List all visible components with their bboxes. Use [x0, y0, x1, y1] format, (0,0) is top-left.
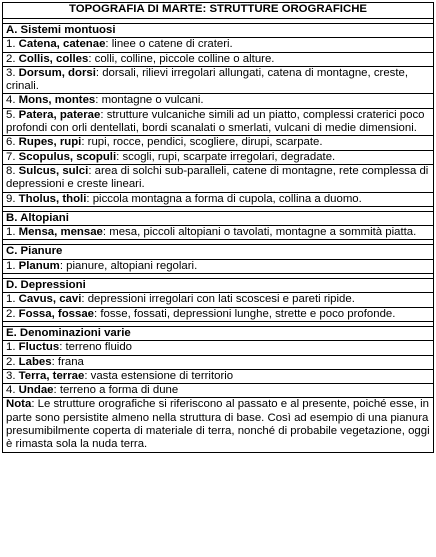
item-term: Sulcus, sulci — [18, 164, 89, 177]
list-item — [3, 52, 434, 66]
list-item-cell — [3, 307, 434, 321]
list-item-cell — [3, 38, 434, 52]
item-number: 6. — [6, 136, 16, 149]
list-item-cell — [3, 369, 434, 383]
list-item — [3, 307, 434, 321]
item-number: 3. — [6, 369, 16, 382]
item-term: Collis, colles — [18, 52, 89, 65]
item-term: Scopulus, scopuli — [18, 150, 117, 163]
item-description: : frana — [51, 355, 84, 368]
title-row — [3, 3, 434, 19]
item-number: 9. — [6, 192, 16, 205]
item-number: 4. — [6, 94, 16, 107]
item-number: 2. — [6, 355, 16, 368]
list-item — [3, 164, 434, 192]
orographic-structures-table — [2, 2, 434, 453]
list-item — [3, 384, 434, 398]
item-number: 1. — [6, 38, 16, 51]
item-term: Fluctus — [18, 341, 60, 354]
list-item — [3, 108, 434, 136]
item-number: 1. — [6, 341, 16, 354]
nota-cell — [3, 398, 434, 452]
item-number: 2. — [6, 307, 16, 320]
list-item-cell — [3, 94, 434, 108]
item-description: : colli, colline, piccole colline o alture. — [88, 52, 275, 65]
list-item — [3, 66, 434, 94]
list-item-cell — [3, 192, 434, 206]
item-number: 7. — [6, 150, 16, 163]
list-item-cell — [3, 52, 434, 66]
nota-row — [3, 398, 434, 452]
item-description: : terreno a forma di dune — [53, 384, 179, 397]
list-item-cell — [3, 150, 434, 164]
item-description: : montagne o vulcani. — [95, 94, 204, 107]
item-description: : piccola montagna a forma di cupola, collina a duomo. — [86, 192, 362, 205]
item-term: Patera, paterae — [18, 108, 101, 121]
nota-text: : Le strutture orografiche si riferiscono al passato e al presente, poiché esse, in parte sono persistite almeno nella struttura di base. Così ad esempio di una pianura presumibilmente coperta di materiale di terra, nonché di probabile vegetazione, oggi è rimasta sola la nuda terra. — [6, 398, 430, 451]
item-number: 1. — [6, 259, 16, 272]
item-term: Terra, terrae — [18, 369, 85, 382]
item-number: 8. — [6, 164, 16, 177]
item-term: Labes — [18, 355, 52, 368]
item-description: : vasta estensione di territorio — [84, 369, 234, 382]
item-term: Dorsum, dorsi — [18, 66, 96, 79]
item-term: Undae — [18, 384, 54, 397]
table-body — [3, 3, 434, 453]
item-number: 4. — [6, 384, 16, 397]
item-term: Tholus, tholi — [18, 192, 87, 205]
section-heading: D. Depressioni — [3, 279, 434, 293]
item-description: : rupi, rocce, pendici, scogliere, dirupi, scarpate. — [81, 136, 323, 149]
list-item — [3, 293, 434, 307]
list-item-cell — [3, 108, 434, 136]
section-heading-row — [3, 279, 434, 293]
section-heading-row — [3, 326, 434, 340]
item-number: 1. — [6, 293, 16, 306]
list-item — [3, 226, 434, 240]
item-description: : dorsali, rilievi irregolari allungati, catena di montagne, creste, crinali. — [6, 66, 409, 93]
item-description: : area di solchi sub-paralleli, catene di montagne, rete complessa di depressioni e creste lineari. — [6, 164, 429, 191]
list-item-cell — [3, 226, 434, 240]
item-term: Mensa, mensae — [18, 226, 103, 239]
list-item — [3, 150, 434, 164]
list-item-cell — [3, 341, 434, 355]
list-item-cell — [3, 293, 434, 307]
list-item-cell — [3, 259, 434, 273]
list-item — [3, 355, 434, 369]
list-item — [3, 38, 434, 52]
item-term: Fossa, fossae — [18, 307, 95, 320]
item-number: 2. — [6, 52, 16, 65]
item-description: : strutture vulcaniche simili ad un piatto, complessi craterici poco profondi con orli dentellati, bordi scanalati o smerlati, vulcani di medie dimensioni. — [6, 108, 425, 135]
section-heading-row — [3, 24, 434, 38]
item-description: : scogli, rupi, scarpate irregolari, degradate. — [116, 150, 336, 163]
list-item-cell — [3, 164, 434, 192]
section-heading-row — [3, 211, 434, 225]
section-heading: C. Pianure — [3, 245, 434, 259]
list-item — [3, 192, 434, 206]
list-item — [3, 94, 434, 108]
list-item — [3, 259, 434, 273]
list-item-cell — [3, 66, 434, 94]
table-title: TOPOGRAFIA DI MARTE: STRUTTURE OROGRAFICHE — [3, 3, 434, 19]
list-item-cell — [3, 355, 434, 369]
item-description: : terreno fluido — [59, 341, 133, 354]
item-description: : linee o catene di crateri. — [105, 38, 233, 51]
item-description: : depressioni irregolari con lati scoscesi e pareti ripide. — [81, 293, 355, 306]
item-description: : mesa, piccoli altopiani o tavolati, montagne a sommità piatta. — [102, 226, 417, 239]
item-number: 5. — [6, 108, 16, 121]
item-term: Mons, montes — [18, 94, 96, 107]
list-item — [3, 369, 434, 383]
list-item — [3, 136, 434, 150]
section-heading: E. Denominazioni varie — [3, 326, 434, 340]
section-heading: A. Sistemi montuosi — [3, 24, 434, 38]
item-number: 3. — [6, 66, 16, 79]
list-item — [3, 341, 434, 355]
list-item-cell — [3, 384, 434, 398]
item-term: Planum — [18, 259, 60, 272]
list-item-cell — [3, 136, 434, 150]
item-description: : pianure, altopiani regolari. — [59, 259, 198, 272]
nota-label: Nota — [6, 398, 32, 411]
item-description: : fosse, fossati, depressioni lunghe, strette e poco profonde. — [94, 307, 396, 320]
section-heading-row — [3, 245, 434, 259]
item-term: Catena, catenae — [18, 38, 106, 51]
item-term: Rupes, rupi — [18, 136, 82, 149]
item-number: 1. — [6, 226, 16, 239]
item-term: Cavus, cavi — [18, 293, 82, 306]
section-heading: B. Altopiani — [3, 211, 434, 225]
